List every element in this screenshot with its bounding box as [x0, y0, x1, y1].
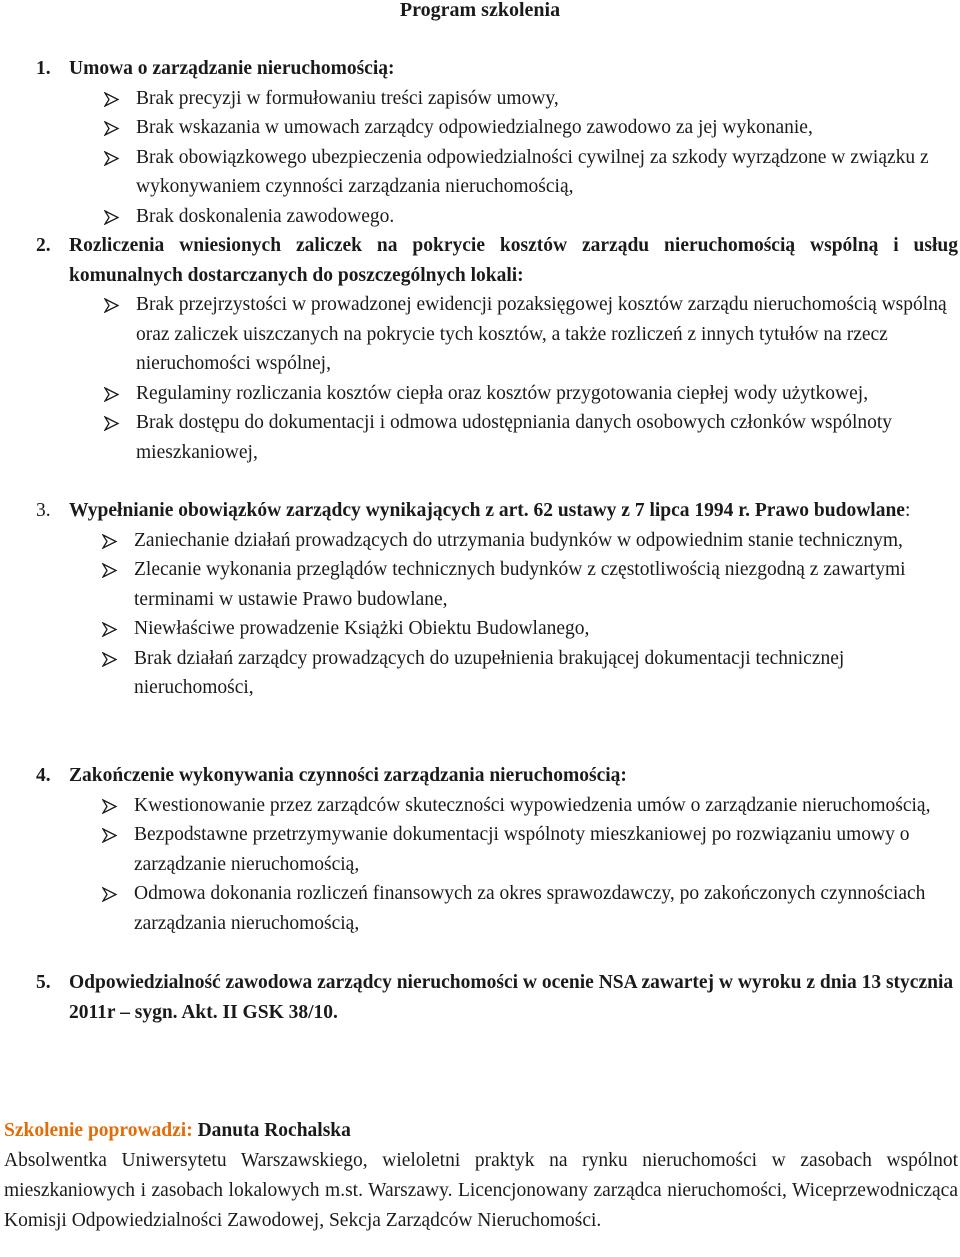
section-1 [36, 54, 958, 231]
bullet-list [102, 526, 958, 703]
section-heading: Wypełnianie obowiązków zarządcy wynikających z art. 62 ustawy z 7 lipca 1994 r. Prawo budowlane: [69, 500, 911, 521]
trainer-name: Danuta Rochalska [197, 1120, 351, 1141]
arrowhead-bullet-icon [104, 113, 136, 143]
list-item: Brak przejrzystości w prowadzonej ewidencji pozaksięgowej kosztów zarządu nieruchomością wspólną oraz zaliczek uiszczanych na pokrycie tych kosztów, a także rozliczeń z innych tytułów na rzecz nieruchomości wspólnej, [104, 290, 958, 379]
arrowhead-bullet-icon [104, 379, 136, 409]
section-5 [36, 968, 958, 1027]
bullet-list [104, 290, 958, 467]
list-item: Brak dostępu do dokumentacji i odmowa udostępniania danych osobowych członków wspólnoty mieszkaniowej, [104, 408, 958, 467]
trainer-line [4, 1116, 958, 1146]
section-heading: Rozliczenia wniesionych zaliczek na pokrycie kosztów zarządu nieruchomością wspólną i usług komunalnych dostarczanych do poszczególnych lokali: [69, 235, 958, 286]
arrowhead-bullet-icon [102, 820, 134, 879]
list-item: Bezpodstawne przetrzymywanie dokumentacji wspólnoty mieszkaniowej po rozwiązaniu umowy o zarządzanie nieruchomością, [102, 820, 958, 879]
list-item: Brak obowiązkowego ubezpieczenia odpowiedzialności cywilnej za szkody wyrządzone w związku z wykonywaniem czynności zarządzania nieruchomością, [104, 143, 958, 202]
arrowhead-bullet-icon [104, 290, 136, 379]
trainer-bio: Absolwentka Uniwersytetu Warszawskiego, wieloletni praktyk na rynku nieruchomości w zasobach wspólnot mieszkaniowych i zasobach lokalowych m.st. Warszawy. Licencjonowany zarządca nieruchomości, Wiceprzewodnicząca Komisji Odpowiedzialności Zawodowej, Sekcja Zarządców Nieruchomości. [4, 1150, 958, 1231]
section-4 [36, 761, 958, 938]
section-number: 1. [36, 58, 51, 79]
section-number: 4. [36, 765, 51, 786]
list-item: Brak działań zarządcy prowadzących do uzupełnienia brakującej dokumentacji technicznej nieruchomości, [102, 644, 958, 703]
list-item: Odmowa dokonania rozliczeń finansowych za okres sprawozdawczy, po zakończonych czynnościach zarządzania nieruchomością, [102, 879, 958, 938]
list-item: Niewłaściwe prowadzenie Książki Obiektu Budowlanego, [102, 614, 958, 644]
list-item: Brak wskazania w umowach zarządcy odpowiedzialnego zawodowo za jej wykonanie, [104, 113, 958, 143]
arrowhead-bullet-icon [102, 879, 134, 938]
section-heading: Odpowiedzialność zawodowa zarządcy nieruchomości w ocenie NSA zawartej w wyroku z dnia 13 stycznia 2011r – sygn. Akt. II GSK 38/10. [69, 972, 954, 1023]
trainer-label: Szkolenie poprowadzi: [4, 1120, 193, 1141]
list-item: Kwestionowanie przez zarządców skuteczności wypowiedzenia umów o zarządzanie nieruchomością, [102, 791, 958, 821]
arrowhead-bullet-icon [102, 644, 134, 703]
arrowhead-bullet-icon [102, 526, 134, 556]
bullet-list [104, 84, 958, 232]
section-2 [36, 231, 958, 467]
arrowhead-bullet-icon [104, 84, 136, 114]
trainer-section [4, 1116, 958, 1236]
list-item: Zaniechanie działań prowadzących do utrzymania budynków w odpowiednim stanie technicznym, [102, 526, 958, 556]
list-item: Zlecanie wykonania przeglądów technicznych budynków z częstotliwością niezgodną z zawartymi terminami w ustawie Prawo budowlane, [102, 555, 958, 614]
arrowhead-bullet-icon [104, 143, 136, 202]
arrowhead-bullet-icon [104, 408, 136, 467]
section-number: 3. [36, 500, 51, 521]
list-item: Regulaminy rozliczania kosztów ciepła oraz kosztów przygotowania ciepłej wody użytkowej, [104, 379, 958, 409]
arrowhead-bullet-icon [102, 791, 134, 821]
section-number: 2. [36, 235, 51, 256]
document-title: Program szkolenia [399, 0, 561, 21]
section-3 [36, 496, 958, 703]
arrowhead-bullet-icon [104, 202, 136, 232]
list-item: Brak doskonalenia zawodowego. [104, 202, 958, 232]
bullet-list [102, 791, 958, 939]
arrowhead-bullet-icon [102, 555, 134, 614]
list-item: Brak precyzji w formułowaniu treści zapisów umowy, [104, 84, 958, 114]
section-heading: Umowa o zarządzanie nieruchomością: [69, 58, 395, 79]
arrowhead-bullet-icon [102, 614, 134, 644]
section-number: 5. [36, 972, 51, 993]
section-heading: Zakończenie wykonywania czynności zarządzania nieruchomością: [69, 765, 627, 786]
